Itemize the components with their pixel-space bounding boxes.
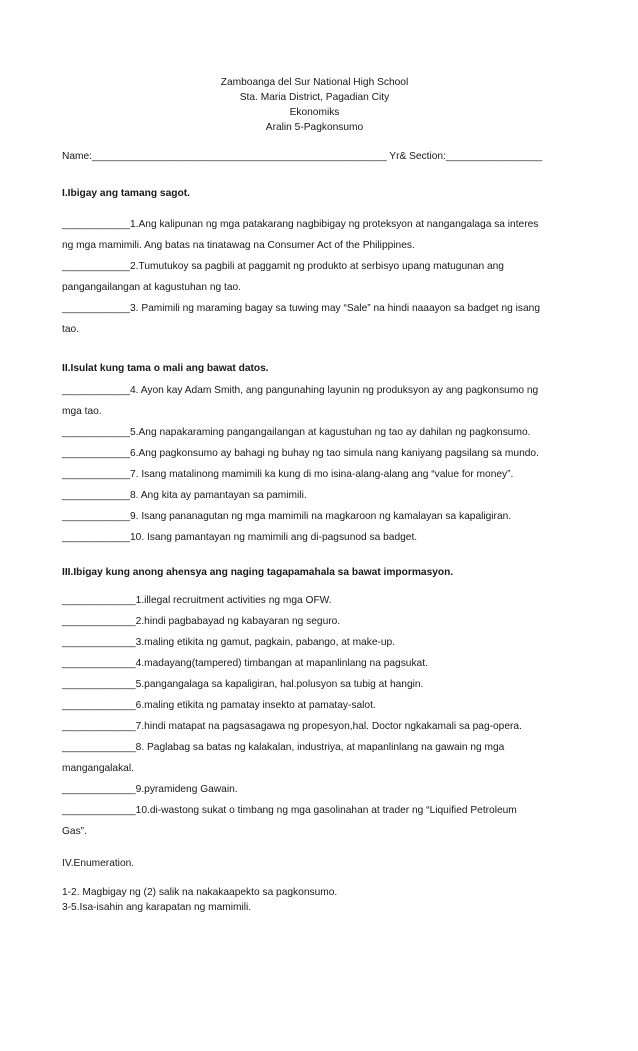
item-line: ____________1.Ang kalipunan ng mga patakarang nagbibigay ng proteksyon at nangangalaga sa interes bbox=[62, 219, 539, 230]
item-line: ____________9. Isang pananagutan ng mga mamimili na magkaroon ng kamalayan sa kapaligiran. bbox=[62, 511, 512, 522]
item-line: _____________6.maling etikita ng pamatay insekto at pamatay-salot. bbox=[62, 700, 376, 711]
item-line: _____________1.illegal recruitment activities ng mga OFW. bbox=[62, 595, 332, 606]
item-line: _____________2.hindi pagbabayad ng kabayaran ng seguro. bbox=[62, 616, 341, 627]
item-line: pangangailangan at kagustuhan ng tao. bbox=[62, 282, 242, 293]
item-line: ____________8. Ang kita ay pamantayan sa pamimili. bbox=[62, 490, 307, 501]
name-section-line: Name:____________________________________________________ Yr& Section:_________________ bbox=[62, 151, 543, 162]
item-line: ____________10. Isang pamantayan ng mamimili ang di-pagsunod sa badget. bbox=[62, 532, 418, 543]
item-line: ____________2.Tumutukoy sa pagbili at paggamit ng produkto at serbisyo upang matugunan ang bbox=[62, 261, 504, 272]
item-line: 3-5.Isa-isahin ang karapatan ng mamimili. bbox=[62, 902, 252, 913]
item-line: mangangalakal. bbox=[62, 763, 134, 774]
school-name: Zamboanga del Sur National High School bbox=[220, 77, 409, 88]
item-line: _____________8. Paglabag sa batas ng kalakalan, industriya, at mapanlinlang na gawain ng mga bbox=[62, 742, 505, 753]
item-line: _____________9.pyramideng Gawain. bbox=[62, 784, 238, 795]
item-line: ____________5.Ang napakaraming pangangailangan at kagustuhan ng tao ay dahilan ng pagkonsumo. bbox=[62, 427, 531, 438]
item-line: tao. bbox=[62, 324, 79, 335]
item-line: Gas”. bbox=[62, 826, 87, 837]
item-line: mga tao. bbox=[62, 406, 102, 417]
item-line: ____________7. Isang matalinong mamimili ka kung di mo isina-alang-alang ang “value for money”. bbox=[62, 469, 514, 480]
item-line: 1-2. Magbigay ng (2) salik na nakakaapekto sa pagkonsumo. bbox=[62, 887, 338, 898]
section-3-title: III.Ibigay kung anong ahensya ang naging tagapamahala sa bawat impormasyon. bbox=[62, 567, 454, 578]
section-4-title: IV.Enumeration. bbox=[62, 858, 135, 869]
subject-title: Ekonomiks bbox=[289, 107, 340, 118]
item-line: _____________3.maling etikita ng gamut, pagkain, pabango, at make-up. bbox=[62, 637, 396, 648]
section-1-title: I.Ibigay ang tamang sagot. bbox=[62, 188, 190, 199]
item-line: _____________10.di-wastong sukat o timbang ng mga gasolinahan at trader ng “Liquified Petroleum bbox=[62, 805, 517, 816]
lesson-title: Aralin 5-Pagkonsumo bbox=[265, 122, 364, 133]
item-line: ____________4. Ayon kay Adam Smith, ang pangunahing layunin ng produksyon ay ang pagkonsumo ng bbox=[62, 385, 539, 396]
item-line: _____________7.hindi matapat na pagsasagawa ng propesyon,hal. Doctor ngkakamali sa pag-opera. bbox=[62, 721, 522, 732]
school-district: Sta. Maria District, Pagadian City bbox=[239, 92, 390, 103]
item-line: ____________6.Ang pagkonsumo ay bahagi ng buhay ng tao simula nang kaniyang pagsilang sa mundo. bbox=[62, 448, 539, 459]
item-line: ng mga mamimili. Ang batas na tinatawag na Consumer Act of the Philippines. bbox=[62, 240, 415, 251]
item-line: _____________5.pangangalaga sa kapaligiran, hal.polusyon sa tubig at hangin. bbox=[62, 679, 424, 690]
item-line: ____________3. Pamimili ng maraming bagay sa tuwing may “Sale” na hindi naaayon sa badget ng isang bbox=[62, 303, 540, 314]
section-2-title: II.Isulat kung tama o mali ang bawat datos. bbox=[62, 363, 269, 374]
item-line: _____________4.madayang(tampered) timbangan at mapanlinlang na pagsukat. bbox=[62, 658, 428, 669]
